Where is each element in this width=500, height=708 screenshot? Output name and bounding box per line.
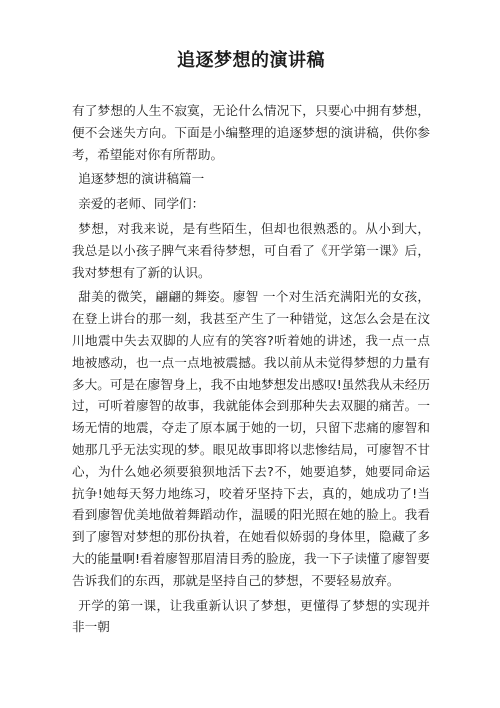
- document-title: 追逐梦想的演讲稿: [177, 50, 325, 71]
- body-paragraph: 开学的第一课，让我重新认识了梦想，更懂得了梦想的实现并非一朝: [72, 597, 430, 635]
- body-paragraph: 甜美的微笑，翩翩的舞姿。廖智 一个对生活充满阳光的女孩，在登上讲台的那一刻，我甚至产生了一种错觉，这怎么会是在汶川地震中失去双脚的人应有的笑容?听着她的讲述，我一点一点地被感动，也一点一点地被震撼。我以前从未觉得梦想的力量有多大。可是在廖智身上，我不由地梦想发出感叹!虽然我从未经历过，可听着廖智的故事，我就能体会到那种失去双腿的痛苦。一场无情的地震，夺走了原本属于她的一切，只留下悲痛的廖智和她那几乎无法实现的梦。眼见故事即将以悲惨结局，可廖智不甘心，为什么她必须要狼狈地活下去?不，她要追梦，她要同命运抗争!她每天努力地练习，咬着牙坚持下去，真的，她成功了!当看到廖智优美地做着舞蹈动作，温暖的阳光照在她的脸上。我看到了廖智对梦想的那份执着，在她看似娇弱的身体里，隐藏了多大的能量啊!看着廖智那眉清目秀的脸庞，我一下子读懂了廖智要告诉我们的东西，那就是坚持自己的梦想，不要轻易放弃。: [72, 289, 430, 588]
- body-paragraph: 梦想，对我来说，是有些陌生，但却也很熟悉的。从小到大，我总是以小孩子脾气来看待梦想，可自看了《开学第一课》后，我对梦想有了新的认识。: [72, 220, 430, 280]
- section-heading: 追逐梦想的演讲稿篇一: [78, 171, 205, 187]
- intro-paragraph: 有了梦想的人生不寂寞，无论什么情况下，只要心中拥有梦想，便不会迷失方向。下面是小编整理的追逐梦想的演讲稿，供你参考，希望能对你有所帮助。: [72, 103, 430, 162]
- salutation: 亲爱的老师、同学们：: [78, 196, 205, 212]
